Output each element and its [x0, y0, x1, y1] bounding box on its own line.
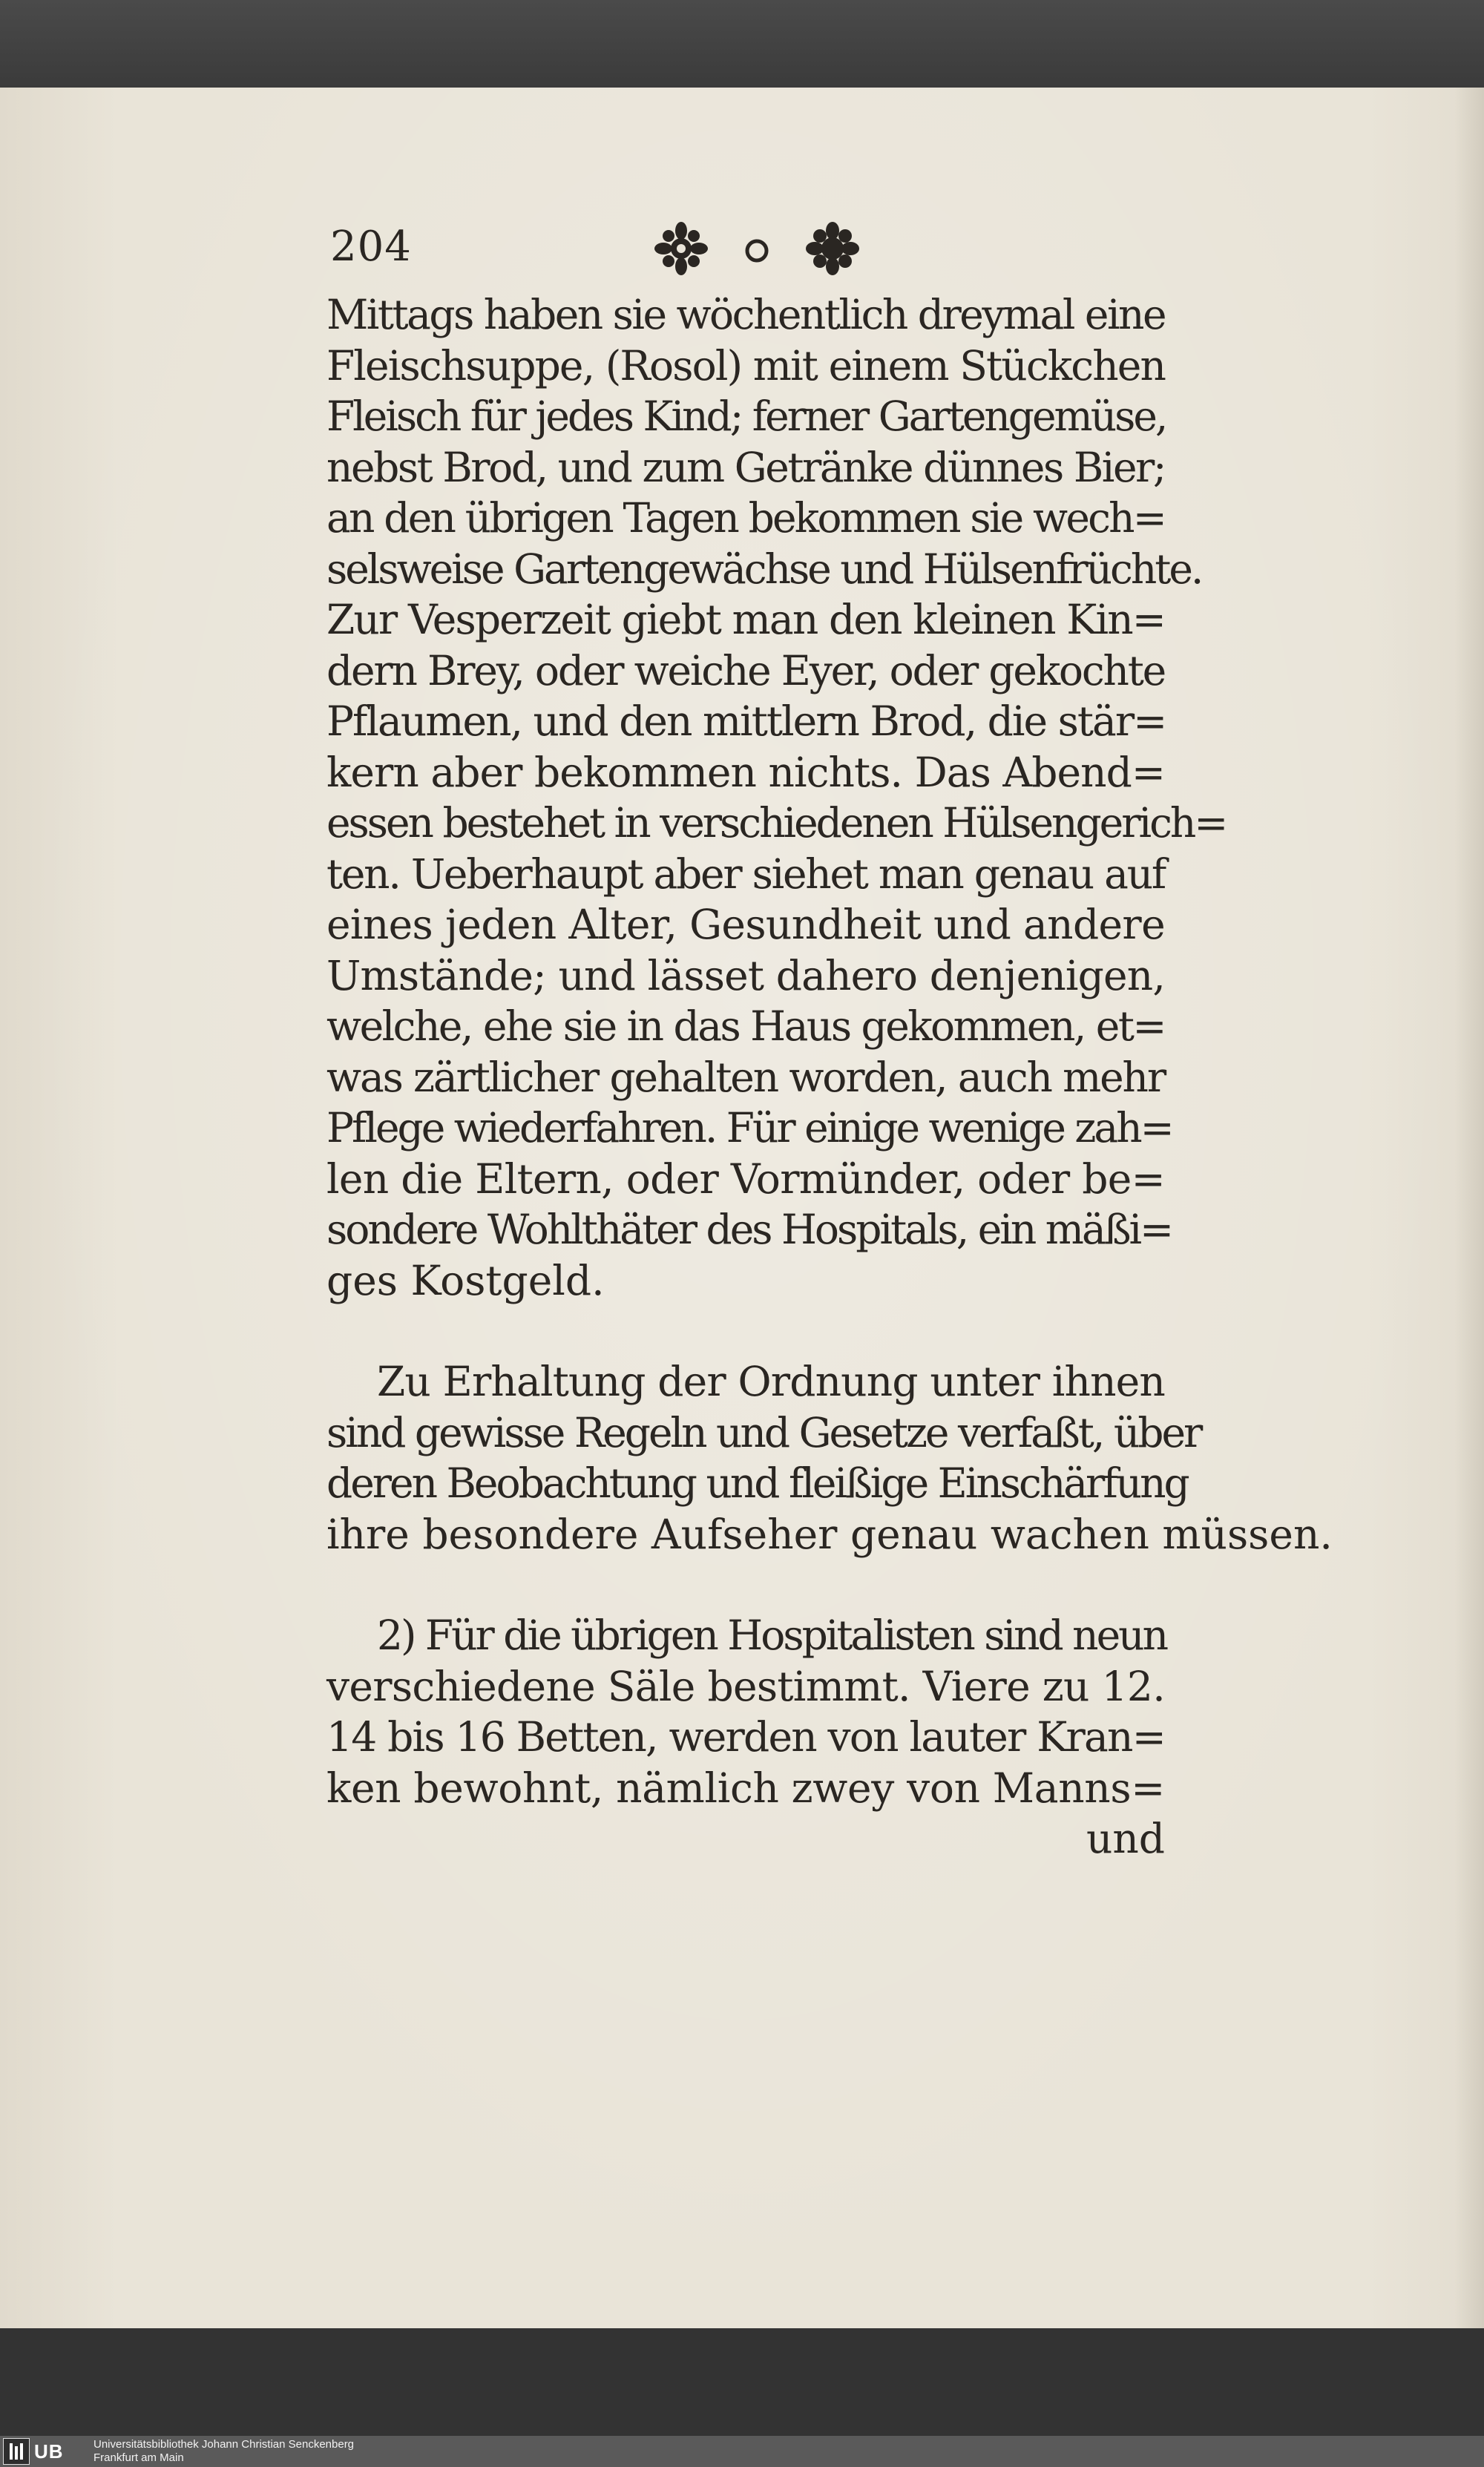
text-line: selsweise Gartengewächse und Hülsenfrüchte. — [326, 545, 1202, 593]
scan-bottom-border — [0, 2328, 1484, 2436]
text-line: ten. Ueberhaupt aber siehet man genau auf — [326, 850, 1165, 898]
library-footer — [0, 2436, 1484, 2467]
text-line: sondere Wohlthäter des Hospitals, ein mäßi= — [326, 1206, 1172, 1253]
text-line: 14 bis 16 Betten, werden von lauter Kran= — [326, 1713, 1166, 1761]
flower-ornament-icon — [638, 215, 876, 282]
text-line: welche, ehe sie in das Haus gekommen, et= — [326, 1002, 1165, 1050]
page-edge-shadow — [1454, 88, 1484, 2328]
text-line: 2) Für die übrigen Hospitalisten sind neun — [377, 1612, 1166, 1659]
paragraph-order — [326, 1356, 1333, 1560]
text-line: Zur Vesperzeit giebt man den kleinen Kin= — [326, 596, 1165, 643]
paragraph-hospitalists — [326, 1610, 1165, 1865]
library-name-line2: Frankfurt am Main — [93, 2451, 184, 2464]
scan-top-border — [0, 0, 1484, 93]
text-line: eines jeden Alter, Gesundheit und andere — [326, 901, 1165, 948]
text-line: was zärtlicher gehalten worden, auch mehr — [326, 1053, 1165, 1101]
text-line: Mittags haben sie wöchentlich dreymal eine — [326, 291, 1165, 338]
library-name-line1: Universitätsbibliothek Johann Christian Senckenberg — [93, 2438, 355, 2451]
paragraph-gap — [326, 1560, 1165, 1610]
text-line: Pflaumen, und den mittlern Brod, die stär= — [326, 697, 1166, 745]
text-line: ihre besondere Aufseher genau wachen müssen. — [326, 1510, 1333, 1558]
page-text-block — [326, 208, 1333, 1865]
text-line: sind gewisse Regeln und Gesetze verfaßt, über — [326, 1408, 1201, 1456]
text-line: nebst Brod, und zum Getränke dünnes Bier; — [326, 443, 1165, 491]
text-line: len die Eltern, oder Vormünder, oder be= — [326, 1154, 1165, 1203]
text-line: verschiedene Säle bestimmt. Viere zu 12. — [326, 1662, 1165, 1710]
ub-logo[interactable] — [3, 2439, 83, 2464]
text-line: dern Brey, oder weiche Eyer, oder gekochte — [326, 646, 1165, 694]
catchword: und — [1086, 1815, 1165, 1862]
page-header — [326, 208, 1165, 289]
text-line: Fleisch für jedes Kind; ferner Gartengemüse, — [326, 392, 1166, 440]
text-line: Fleischsuppe, (Rosol) mit einem Stückchen — [326, 341, 1165, 390]
text-line: essen bestehet in verschiedenen Hülsengerich= — [326, 799, 1227, 847]
ub-logo-text: UB — [34, 2440, 64, 2463]
text-line: Zu Erhaltung der Ordnung unter ihnen — [377, 1358, 1165, 1405]
text-line: Umstände; und lässet dahero denjenigen, — [326, 951, 1165, 999]
page-number: 204 — [330, 223, 412, 271]
library-seal-icon — [3, 2438, 30, 2465]
text-line: Pflege wiederfahren. Für einige wenige zah= — [326, 1104, 1172, 1152]
text-line: deren Beobachtung und fleißige Einschärfung — [326, 1459, 1188, 1507]
text-line: kern aber bekommen nichts. Das Abend= — [326, 748, 1165, 796]
paragraph-meals — [326, 289, 1227, 1306]
paragraph-gap — [326, 1306, 1165, 1356]
text-line: an den übrigen Tagen bekommen sie wech= — [326, 494, 1165, 542]
text-line: ges Kostgeld. — [326, 1256, 605, 1304]
text-line: ken bewohnt, nämlich zwey von Manns= — [326, 1764, 1165, 1812]
library-name — [93, 2438, 354, 2465]
